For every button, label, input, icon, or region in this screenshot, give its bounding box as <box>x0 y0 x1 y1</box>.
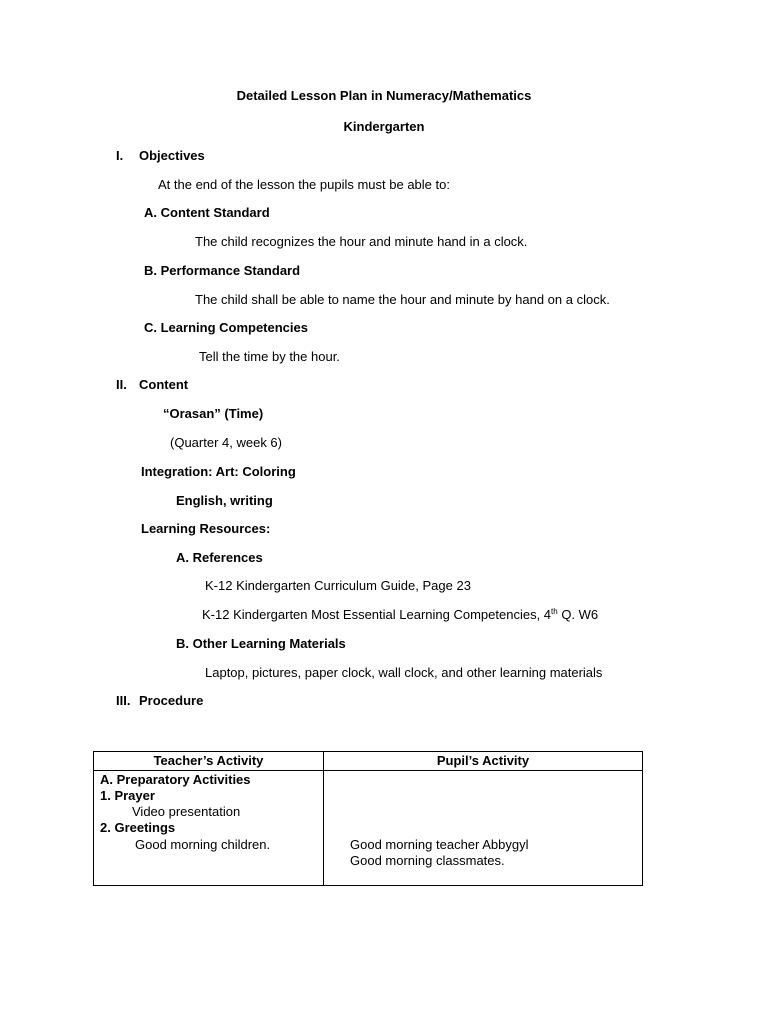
preparatory-activities-heading: A. Preparatory Activities <box>100 772 251 787</box>
performance-standard-text: The child shall be able to name the hour and minute by hand on a clock. <box>195 292 610 307</box>
other-materials-text: Laptop, pictures, paper clock, wall clock, and other learning materials <box>205 665 603 680</box>
integration-second-line: English, writing <box>176 493 273 508</box>
integration-line: Integration: Art: Coloring <box>141 464 296 479</box>
greetings-detail: Good morning children. <box>135 837 271 852</box>
reference-melc-end: Q. W6 <box>557 607 599 622</box>
prayer-heading: 1. Prayer <box>100 788 155 803</box>
content-topic: “Orasan” (Time) <box>163 406 264 421</box>
table-row <box>94 771 643 886</box>
content-standard-text: The child recognizes the hour and minute hand in a clock. <box>195 234 528 249</box>
greetings-heading: 2. Greetings <box>100 820 176 835</box>
procedure-table <box>93 751 643 886</box>
document-title: Detailed Lesson Plan in Numeracy/Mathematics <box>236 88 532 103</box>
content-standard-heading: A. Content Standard <box>144 205 270 220</box>
content-quarter: (Quarter 4, week 6) <box>170 435 282 450</box>
pupil-greeting-classmates: Good morning classmates. <box>350 853 505 868</box>
teacher-activity-cell <box>94 771 324 886</box>
section-numeral-objectives: I. <box>116 148 124 163</box>
table-header-row <box>94 752 643 771</box>
header-pupil-activity: Pupil’s Activity <box>324 752 643 771</box>
reference-melc-main: K-12 Kindergarten Most Essential Learning Competencies, 4 <box>202 607 552 622</box>
section-numeral-procedure: III. <box>116 693 131 708</box>
section-heading-content: Content <box>139 377 189 392</box>
objectives-intro: At the end of the lesson the pupils must be able to: <box>158 177 450 192</box>
reference-melc <box>202 607 598 623</box>
learning-competencies-heading: C. Learning Competencies <box>144 320 308 335</box>
other-materials-heading: B. Other Learning Materials <box>176 636 346 651</box>
grade-level: Kindergarten <box>343 119 425 134</box>
pupil-greeting-teacher: Good morning teacher Abbygyl <box>350 837 529 852</box>
header-teacher-activity: Teacher’s Activity <box>94 752 324 771</box>
learning-resources-heading: Learning Resources: <box>141 521 271 536</box>
reference-curriculum-guide: K-12 Kindergarten Curriculum Guide, Page 23 <box>205 578 471 593</box>
performance-standard-heading: B. Performance Standard <box>144 263 301 278</box>
section-heading-objectives: Objectives <box>139 148 205 163</box>
references-heading: A. References <box>176 550 263 565</box>
reference-melc-superscript: th <box>551 607 558 616</box>
prayer-detail: Video presentation <box>132 804 241 819</box>
pupil-activity-cell <box>324 771 643 886</box>
section-heading-procedure: Procedure <box>139 693 204 708</box>
learning-competencies-text: Tell the time by the hour. <box>199 349 340 364</box>
section-numeral-content: II. <box>116 377 127 392</box>
